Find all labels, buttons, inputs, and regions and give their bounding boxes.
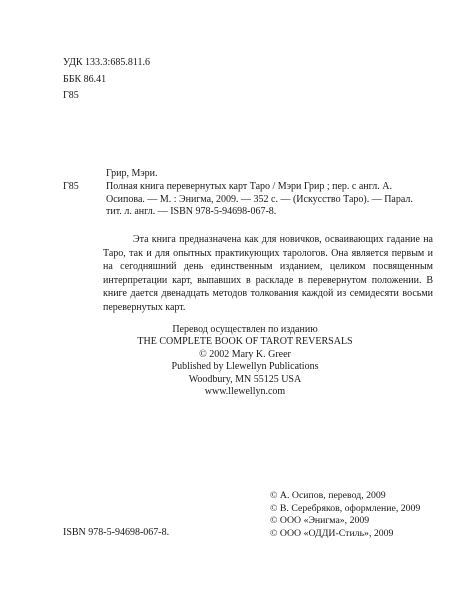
original-copyright: © 2002 Mary K. Greer	[199, 348, 291, 360]
publisher-address: Woodbury, MN 55125 USA	[188, 373, 302, 385]
bbk-code: ББК 86.41	[63, 74, 107, 85]
translation-line-1: Перевод осуществлен по изданию	[172, 324, 318, 335]
original-publisher: Published by Llewellyn Publications	[171, 361, 319, 373]
translation-info	[120, 324, 370, 398]
isbn: ISBN 978-5-94698-067-8.	[63, 527, 170, 538]
copyright-translation: © А. Осипов, перевод, 2009	[270, 490, 386, 501]
entry-author-mark: Г85	[63, 181, 79, 192]
copyright-block	[270, 490, 420, 540]
author-mark: Г85	[63, 90, 79, 101]
udk-code: УДК 133.3:685.811.6	[63, 57, 150, 68]
copyright-enigma: © ООО «Энигма», 2009	[270, 515, 370, 527]
bibliographic-entry: Полная книга перевернутых карт Таро / Мэри Грир ; пер. с англ. А. Осипова. — М. : Энигма, 2009. — 352 с. — (Искусство Таро). — Парал. тит. л. англ. — ISBN 978-5-94698-067-8.	[106, 181, 413, 218]
author-heading: Грир, Мэри.	[106, 168, 158, 179]
original-title: THE COMPLETE BOOK OF TAROT REVERSALS	[137, 336, 353, 348]
copyright-design: © В. Серебряков, оформление, 2009	[270, 502, 421, 514]
annotation-text: Эта книга предназначена как для новичков, осваивающих гадание на Таро, так и для опытных практикующих тарологов. Она является первым и на сегодняшний день единственным изданием, целиком посвященным интерпретации карт, выпавших в раскладе в перевернутом положении. В книге дается двенадцать методов толкования каждой из семидесяти восьми перевернутых карт.	[103, 234, 433, 313]
annotation-paragraph	[103, 233, 433, 315]
copyright-oddi: © ООО «ОДДИ-Стиль», 2009	[270, 527, 394, 539]
publisher-website: www.llewellyn.com	[204, 386, 286, 398]
